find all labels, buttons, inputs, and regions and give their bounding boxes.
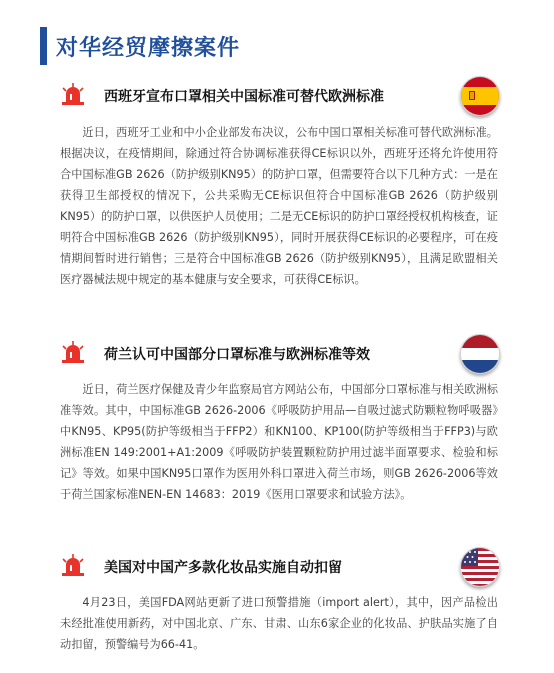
header-accent-bar	[40, 27, 47, 65]
section-body-netherlands: 近日，荷兰医疗保健及青少年监察局官方网站公布，中国部分口罩标准与相关欧洲标准等效。其中，中国标准GB 2626-2006《呼吸防护用品—自吸过滤式防颗粒物呼吸器》中KN95、KP95(防护等级相当于FFP2）和KN100、KP100(防护等级相当于FFP3)与欧洲标准EN 149:2001+A1:2009《呼吸防护装置颗粒防护用过滤半面罩要求、检验和标记》等效。如果中国KN95口罩作为医用外科口罩进入荷兰市场，则GB 2626-2006等效于荷兰国家标准NEN-EN 14683：2019《医用口罩要求和试验方法》。	[60, 383, 498, 501]
section-title: 美国对中国产多款化妆品实施自动扣留	[104, 560, 342, 576]
section-header-spain	[60, 76, 500, 116]
section-header-netherlands	[60, 334, 500, 374]
spain-flag-icon	[460, 76, 500, 116]
page-title: 对华经贸摩擦案件	[56, 35, 241, 61]
page-header	[40, 26, 240, 66]
section-title: 荷兰认可中国部分口罩标准与欧洲标准等效	[104, 347, 370, 363]
section-header-usa	[60, 547, 500, 587]
alarm-icon	[60, 340, 86, 364]
usa-flag-icon	[460, 547, 500, 587]
section-body-usa: 4月23日，美国FDA网站更新了进口预警措施（import alert），其中，因产品检出未经批准使用新药，对中国北京、广东、甘肃、山东6家企业的化妆品、护肤品实施了自动扣留，预警编号为66-41。	[60, 596, 498, 651]
alarm-icon	[60, 82, 86, 106]
alarm-icon	[60, 553, 86, 577]
netherlands-flag-icon	[460, 334, 500, 374]
section-body-spain: 近日，西班牙工业和中小企业部发布决议，公布中国口罩相关标准可替代欧洲标准。根据决议，在疫情期间，除通过符合协调标准获得CE标识以外，西班牙还将允许使用符合中国标准GB 2626（防护级别KN95）的防护口罩，但需要符合以下几种方式：一是在获得卫生部授权的情况下，公共采购无CE标识但符合中国标准GB 2626（防护级别KN95）的防护口罩，以供医护人员使用；二是无CE标识的防护口罩经授权机构核查，证明符合中国标准GB 2626（防护级别KN95），同时开展获得CE标识的必要程序，可在疫情期间暂时进行销售；三是符合中国标准GB 2626（防护级别KN95），且满足欧盟相关医疗器械法规中规定的基本健康与安全要求，可获得CE标识。	[60, 126, 498, 286]
section-title: 西班牙宣布口罩相关中国标准可替代欧洲标准	[104, 89, 384, 105]
